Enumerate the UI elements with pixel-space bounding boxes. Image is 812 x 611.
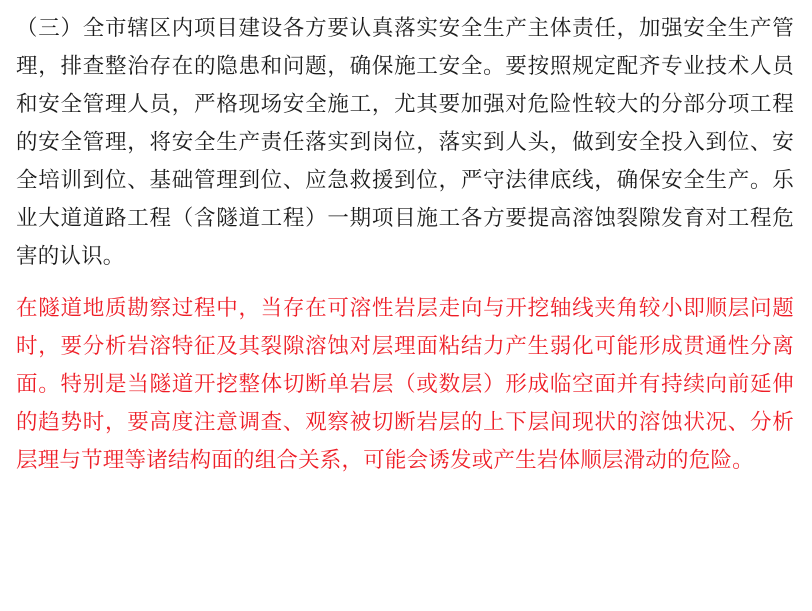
paragraph-clause-three: （三）全市辖区内项目建设各方要认真落实安全生产主体责任，加强安全生产管理，排查整治存在的隐患和问题，确保施工安全。要按照规定配齐专业技术人员和安全管理人员，严格现场安全施工，尤其要加强对危险性较大的分部分项工程的安全管理，将安全生产责任落实到岗位，落实到人头，做到安全投入到位、安全培训到位、基础管理到位、应急救援到位，严守法律底线，确保安全生产。乐业大道道路工程（含隧道工程）一期项目施工各方要提高溶蚀裂隙发育对工程危害的认识。 xyxy=(16,16,794,269)
paragraph-highlight-note: 在隧道地质勘察过程中，当存在可溶性岩层走向与开挖轴线夹角较小即顺层问题时，要分析岩溶特征及其裂隙溶蚀对层理面粘结力产生弱化可能形成贯通性分离面。特别是当隧道开挖整体切断单岩层（或数层）形成临空面并有持续向前延伸的趋势时，要高度注意调查、观察被切断岩层的上下层间现状的溶蚀状况、分析层理与节理等诸结构面的组合关系，可能会诱发或产生岩体顺层滑动的危险。 xyxy=(16,296,794,473)
